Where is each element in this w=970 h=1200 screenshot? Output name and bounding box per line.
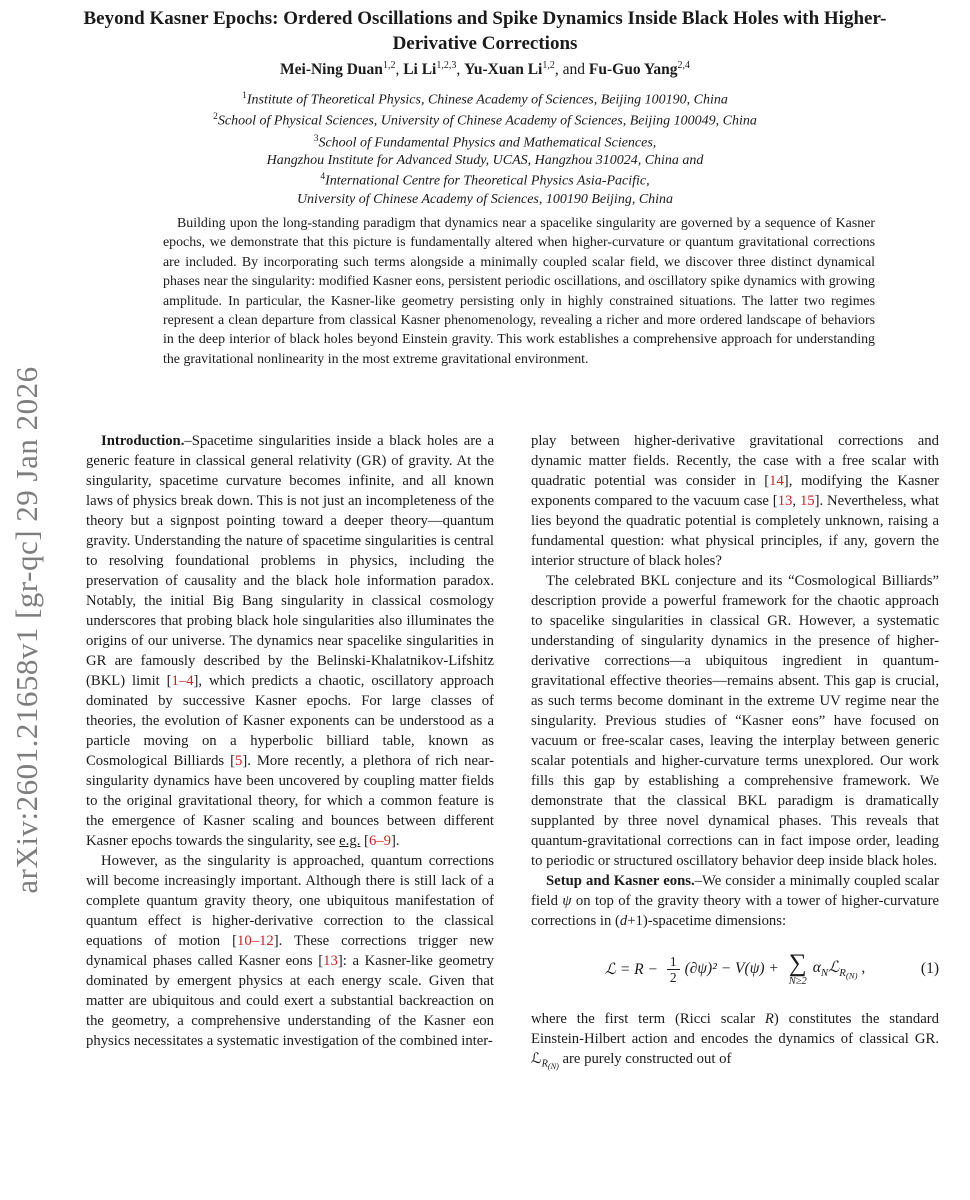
paragraph-after-equation [531,1009,939,1077]
affiliations-block [0,88,970,208]
paragraph-introduction [86,431,494,851]
paragraph-setup [531,871,939,931]
text-segment: ) constitutes the standard Einstein-Hilbert action and encodes the dynamics of classical GR. [531,1011,939,1047]
author-affiliation-superscript: 1,2,3 [436,60,457,71]
affiliation-line: $^2$School of Physical Sciences, University of Chinese Academy of Sciences, Beijing 100049, China [213,112,757,129]
text-segment: ], modifying the Kasner exponents compared to the vacuum case [ [531,473,939,509]
text-segment: ψ [562,893,572,909]
citation-ref[interactable]: 5 [234,753,243,769]
summation-symbol [788,949,807,987]
text-segment: The celebrated BKL conjecture and its “Cosmological Billiards” description provide a powerful framework for the chaotic approach to spacelike singularities in classical GR. However, a systematic understanding of singularity dynamics in the presence of higher-derivative corrections—a ubiquitous ingredient in quantum-gravitational effective theories—remains absent. This gap is crucial, as such terms become dominant in the extreme UV regime near the singularity. Previous studies of “Kasner eons” have focused on vacuum or free-scalar cases, leaving the interplay between generic scalar potentials and higher-curvature terms unexplored. Our work fills this gap by establishing a comprehensive framework. We demonstrate that the classical BKL paradigm is dramatically supplanted by three novel dynamical phases. This reveals that quantum-gravitational corrections can in fact impose order, leading to periodic or structured oscillatory behavior deep inside black holes. [531,573,939,869]
citation-ref[interactable]: 10–12 [237,933,274,949]
paragraph-quantum-corrections [86,851,494,1051]
paper-title: Beyond Kasner Epochs: Ordered Oscillations and Spike Dynamics Inside Black Holes with Higher-Derivative Corrections [83,8,887,54]
authors-line: Mei-Ning Duan$^{1,2}$, Li Li$^{1,2,3}$, Yu-Xuan Li$^{1,2}$, and Fu-Guo Yang$^{2,4}$ [280,60,690,79]
equation-1 [531,947,939,991]
affiliation-line: $^4$International Centre for Theoretical Physics Asia-Pacific, [320,172,650,189]
text-segment: ], which predicts a chaotic, oscillatory approach dominated by successive Kasner epochs. For large classes of theories, the evolution of Kasner exponents can be understood as a particle moving on a hyperbolic billiard table, known as Cosmological Billiards [ [86,673,494,769]
citation-ref[interactable]: 6–9 [368,833,391,849]
affiliation-line: University of Chinese Academy of Sciences, 100190 Beijing, China [296,191,674,207]
text-segment: R [764,1011,774,1027]
author-affiliation-superscript: 1,2 [542,60,555,71]
citation-ref[interactable]: 13 [323,953,338,969]
author-affiliation-superscript: 1,2 [382,60,396,71]
column-right [531,431,939,1077]
text-segment: +1)-spacetime dimensions: [627,913,787,929]
text-segment: However, as the singularity is approached, quantum corrections will become increasingly important. Although there is still lack of a complete quantum gravity theory, one ubiquitous manifestation of quantum effect is higher-derivative correction to the classical equations of motion [ [86,853,494,949]
text-segment: ℒ [531,1051,542,1067]
text-segment: d [619,913,628,929]
lagrangian-subscript: R [839,966,846,979]
text-segment: –We consider a minimally coupled scalar field [531,873,939,909]
text-segment: e.g. [339,833,361,849]
text-segment: R [541,1058,548,1070]
abstract-text: Building upon the long-standing paradigm that dynamics near a spacelike singularity are governed by a sequence of Kasner epochs, we demonstrate that this picture is fundamentally altered when higher-curvature or quantum gravitational corrections are included. By incorporating such terms alongside a minimally coupled scalar field, we discover three distinct dynamical phases near the singularity: modified Kasner eons, persistent periodic oscillations, and oscillatory spike dynamics with growing amplitude. In particular, the Kasner-like geometry persisting only in highly constrained situations. The latter two regimes represent a clean departure from classical Kasner phenomenology, revealing a richer and more ordered landscape of behaviors in the deep interior of black holes beyond Einstein gravity. This work establishes a comprehensive approach for understanding the gravitational nonlinearity in the most extreme gravitational environment. [163,216,875,367]
fraction-denominator: 2 [669,969,677,985]
text-segment: ]. More recently, a plethora of rich near-singularity dynamics have been uncovered by coupling matter fields to the original gravitational theory, for which a common feature is the emergence of Kasner scaling and bounces between different Kasner epochs towards the singularity, see [86,753,494,849]
affiliation-line: $^1$Institute of Theoretical Physics, Chinese Academy of Sciences, Beijing 100190, China [242,91,728,108]
lagrangian-subsubscript: (N) [845,970,858,981]
column-left [86,431,494,1051]
alpha-subscript: N [820,966,829,979]
citation-ref[interactable]: 13 [777,493,793,509]
text-segment: ]. Nevertheless, what lies beyond the quadratic potential is completely unknown, raising a fundamental question: what physical principles, if any, govern the interior structure of black holes? [531,493,940,569]
text-segment: [ [360,833,369,849]
citation-ref[interactable]: 15 [799,493,815,509]
text-segment: –Spacetime singularities inside a black holes are a generic feature in classical general relativity (GR) of gravity. At the singularity, spacetime curvature becomes infinite, and all known laws of physics break down. This is not just an incompleteness of the theory but a signpost pointing toward a deeper theory—quantum gravity. Understanding the nature of spacetime singularities is central to resolving foundational problems in physics, including the preservation of causality and the black hole information paradox. Notably, the initial Big Bang singularity in classical cosmology underscores that probing black hole singularities also illuminates the origins of our universe. The dynamics near spacelike singularities in GR are famously described by the Belinski-Khalatnikov-Lifshitz (BKL) limit [ [86,433,494,689]
text-segment: Setup and Kasner eons. [546,873,695,889]
equation-rhs [813,958,865,981]
sigma-icon: ∑ [788,949,807,977]
text-segment: Introduction. [101,433,185,449]
affiliation-line: $^3$School of Fundamental Physics and Mathematical Sciences, [313,133,657,151]
author-name: Yu-Xuan Li [464,61,543,79]
author-name: Li Li [403,61,437,79]
arxiv-watermark: arXiv:2601.21658v1 [gr-qc] 29 Jan 2026 [9,366,44,894]
author-affiliation-superscript: 2,4 [677,60,690,71]
text-segment: are purely constructed out of [558,1051,732,1067]
text-segment: play between higher-derivative gravitational corrections and dynamic matter fields. Recently, the case with a free scalar with quadratic potential was consider in [ [531,433,939,489]
citation-ref[interactable]: 1–4 [171,673,194,689]
equation-comma: , [857,958,866,976]
summation-subscript: N≥2 [788,975,807,987]
text-segment: , [792,493,800,509]
paragraph-bkl-conjecture [531,571,939,871]
citation-ref[interactable]: 14 [769,473,784,489]
equation-middle: (∂ψ)² − V(ψ) + [684,960,783,977]
fraction-numerator: 1 [667,954,680,970]
text-segment: ]: a Kasner-like geometry dominated by emergent physics at each energy scale. Given that matter are ubiquitous and could exert a substantial backreaction on the geometry, a comprehensive understanding of the Kasner eon physics necessitates a systematic investigation of the combined inter- [86,953,494,1049]
affiliation-line: Hangzhou Institute for Advanced Study, UCAS, Hangzhou 310024, China and [266,152,704,168]
lagrangian-symbol: ℒ [828,958,840,976]
fraction-one-half [667,954,680,985]
text-segment: on top of the gravity theory with a tower of higher-curvature corrections in ( [531,893,939,929]
author-name: Mei-Ning Duan [280,61,383,79]
alpha-symbol: α [812,958,821,976]
text-segment: (N) [547,1062,559,1072]
author-name: Fu-Guo Yang [588,61,678,79]
text-segment: where the first term (Ricci scalar [531,1011,765,1027]
paragraph-continuation [531,431,939,571]
equation-lhs: ℒ = R − [604,960,662,978]
text-segment: ]. These corrections trigger new dynamical phases called Kasner eons [ [86,933,494,969]
text-segment: ]. [390,833,400,849]
equation-number: (1) [920,960,939,977]
